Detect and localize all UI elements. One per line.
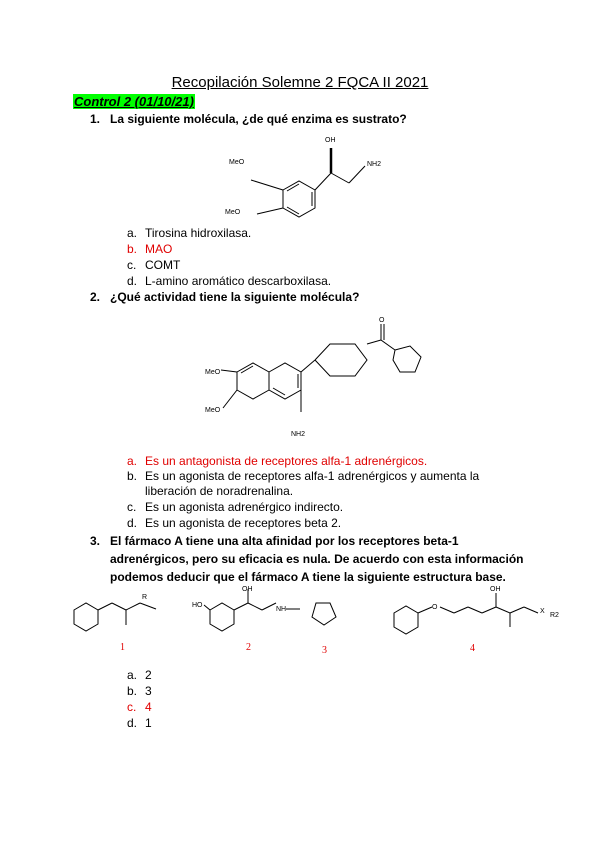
question-3 bbox=[0, 532, 600, 586]
option-text: Es un agonista adrenérgico indirecto. bbox=[145, 500, 344, 514]
option-text: 2 bbox=[145, 668, 152, 682]
option-letter: b. bbox=[127, 469, 138, 483]
option-text: Es un agonista de receptores beta 2. bbox=[145, 516, 342, 530]
option-c-correct[interactable] bbox=[127, 700, 327, 715]
nh-label: NH bbox=[276, 606, 287, 613]
question-text-line-3: podemos deducir que el fármaco A tiene la siguiente estructura base. bbox=[110, 570, 506, 584]
structure-4 bbox=[394, 593, 538, 634]
structure-1 bbox=[74, 603, 156, 631]
option-a[interactable] bbox=[127, 668, 327, 683]
molecule-q1-structure bbox=[215, 128, 395, 220]
option-text: 4 bbox=[145, 700, 152, 714]
option-text: Es un agonista de receptores alfa-1 adrenérgicos y aumenta la bbox=[145, 469, 480, 483]
option-text: MAO bbox=[145, 242, 173, 256]
option-letter: c. bbox=[127, 258, 137, 272]
question-number: 1. bbox=[90, 112, 101, 126]
nh2-label: NH2 bbox=[291, 431, 306, 438]
structures-q3 bbox=[60, 585, 580, 660]
question-text-line-1: El fármaco A tiene una alta afinidad por los receptores beta-1 bbox=[110, 534, 459, 548]
o-label: O bbox=[432, 604, 438, 611]
structure-2 bbox=[204, 589, 336, 631]
question-1 bbox=[0, 110, 600, 128]
document-title: Recopilación Solemne 2 FQCA II 2021 bbox=[171, 74, 429, 91]
option-letter: d. bbox=[127, 516, 138, 530]
option-letter: c. bbox=[127, 500, 137, 514]
option-letter: a. bbox=[127, 668, 138, 682]
option-letter: a. bbox=[127, 226, 138, 240]
meo-label: MeO bbox=[225, 209, 241, 216]
question-number: 3. bbox=[90, 534, 101, 548]
option-text: L-amino aromático descarboxilasa. bbox=[145, 274, 332, 288]
control-heading: Control 2 (01/10/21) bbox=[74, 94, 194, 109]
nh2-label: NH2 bbox=[367, 161, 382, 168]
question-2 bbox=[0, 288, 600, 306]
question-text: ¿Qué actividad tiene la siguiente molécula? bbox=[110, 290, 360, 304]
structure-number: 2 bbox=[246, 642, 251, 653]
option-b-correct[interactable] bbox=[127, 242, 427, 257]
x-label: X bbox=[540, 608, 545, 615]
option-text-continued: liberación de noradrenalina. bbox=[145, 484, 294, 498]
option-d[interactable] bbox=[127, 516, 507, 531]
option-text: 3 bbox=[145, 684, 152, 698]
structure-number: 4 bbox=[470, 643, 475, 654]
option-text: 1 bbox=[145, 716, 152, 730]
option-c[interactable] bbox=[127, 500, 507, 515]
option-letter: c. bbox=[127, 700, 137, 714]
option-letter: d. bbox=[127, 716, 138, 730]
option-c[interactable] bbox=[127, 258, 427, 273]
r2-label: R2 bbox=[550, 612, 559, 619]
option-letter: a. bbox=[127, 454, 138, 468]
ho-label: HO bbox=[192, 602, 203, 609]
option-b[interactable] bbox=[127, 684, 327, 699]
oh-label: OH bbox=[490, 586, 501, 593]
option-text: Tirosina hidroxilasa. bbox=[145, 226, 252, 240]
option-letter: d. bbox=[127, 274, 138, 288]
meo-label: MeO bbox=[229, 159, 245, 166]
option-a[interactable] bbox=[127, 226, 427, 241]
oh-label: OH bbox=[242, 586, 253, 593]
question-text-line-2: adrenérgicos, pero su eficacia es nula. De acuerdo con esta información bbox=[110, 552, 524, 566]
meo-label: MeO bbox=[205, 407, 221, 414]
question-text: La siguiente molécula, ¿de qué enzima es sustrato? bbox=[110, 112, 407, 126]
structure-number: 3 bbox=[322, 645, 327, 656]
molecule-q2-structure bbox=[195, 312, 445, 442]
o-label: O bbox=[379, 317, 385, 324]
option-letter: b. bbox=[127, 684, 138, 698]
option-a-correct[interactable] bbox=[127, 454, 507, 469]
oh-label: OH bbox=[325, 137, 336, 144]
question-number: 2. bbox=[90, 290, 101, 304]
option-b[interactable] bbox=[127, 469, 507, 499]
structure-number: 1 bbox=[120, 642, 125, 653]
option-text: COMT bbox=[145, 258, 181, 272]
option-letter: b. bbox=[127, 242, 138, 256]
option-d[interactable] bbox=[127, 716, 327, 731]
option-d[interactable] bbox=[127, 274, 427, 289]
r-label: R bbox=[142, 594, 148, 601]
option-text: Es un antagonista de receptores alfa-1 adrenérgicos. bbox=[145, 454, 428, 468]
meo-label: MeO bbox=[205, 369, 221, 376]
